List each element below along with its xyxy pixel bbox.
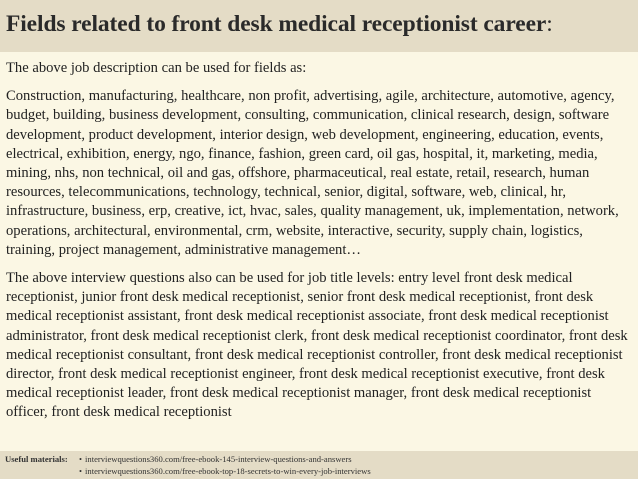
bullet-icon: •	[79, 454, 83, 464]
footer-link-ebook-145[interactable]: interviewquestions360.com/free-ebook-145-interview-questions-and-answers	[85, 454, 352, 464]
footer-indent	[5, 466, 79, 478]
footer-link-ebook-top-18[interactable]: interviewquestions360.com/free-ebook-top-18-secrets-to-win-every-job-interviews	[85, 465, 371, 476]
useful-materials-label: Useful materials:	[5, 454, 68, 464]
job-levels-paragraph: The above interview questions also can be used for job title levels: entry level front desk medical receptionist, junior front desk medical receptionist, senior front desk medical receptionist, front desk medical receptionist assistant, front desk medical receptionist associate, front desk medical receptionist administrator, front desk medical receptionist clerk, front desk medical receptionist coordinator, front desk medical receptionist consultant, front desk medical receptionist controller, front desk medical receptionist director, front desk medical receptionist engineer, front desk medical receptionist executive, front desk medical receptionist leader, front desk medical receptionist manager, front desk medical receptionist officer, front desk medical receptionist	[6, 270, 628, 421]
page-title-text: Fields related to front desk medical receptionist career	[6, 11, 547, 37]
fields-paragraph: Construction, manufacturing, healthcare, non profit, advertising, agile, architecture, automotive, agency, budget, building, business development, consulting, communication, clinical research, design, software development, product development, interior design, web development, engineering, education, events, electrical, exhibition, energy, ngo, finance, fashion, green card, oil gas, hospital, it, marketing, media, mining, nhs, non technical, oil and gas, offshore, pharmaceutical, real estate, retail, research, human resources, telecommunications, technology, technical, senior, digital, software, web, clinical, hr, infrastructure, business, erp, creative, ict, hvac, sales, quality management, uk, implementation, network, operations, architectural, environmental, crm, website, interactive, security, supply chain, logistics, training, project management, administrative management…	[6, 88, 619, 258]
title-bar	[0, 0, 638, 52]
slide-content	[6, 59, 634, 423]
page-title	[6, 11, 638, 38]
page-title-colon: :	[546, 11, 553, 37]
footer-bar	[0, 451, 638, 479]
footer-row-1	[5, 454, 638, 466]
intro-paragraph: The above job description can be used for fields as:	[6, 60, 307, 76]
footer-row-2	[5, 466, 638, 478]
bullet-icon: •	[79, 465, 83, 476]
